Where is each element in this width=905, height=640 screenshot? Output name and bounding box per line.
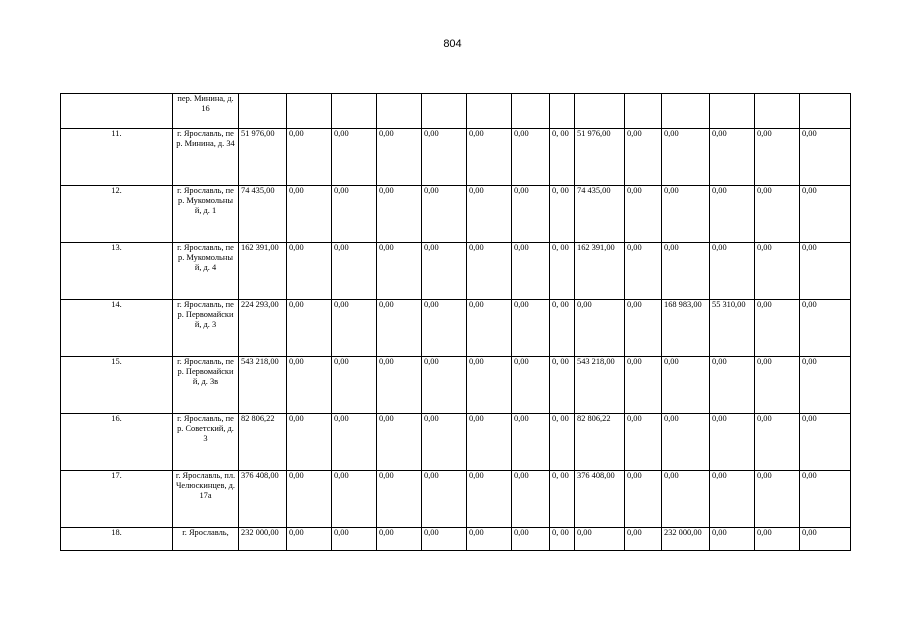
- value-cell: 74 435,00: [575, 186, 625, 243]
- value-cell: 376 408,00: [239, 471, 287, 528]
- value-cell: 0,00: [625, 357, 662, 414]
- value-cell: 0,00: [377, 357, 422, 414]
- value-cell: 0,00: [332, 300, 377, 357]
- address-cell: г. Ярославль, пер. Мукомольный, д. 4: [173, 243, 239, 300]
- value-cell: 0,00: [377, 414, 422, 471]
- value-cell: 0,00: [800, 300, 851, 357]
- value-cell: 0,00: [710, 129, 755, 186]
- value-cell: 0,00: [512, 186, 550, 243]
- value-cell: 0,00: [755, 186, 800, 243]
- table-row: [61, 186, 851, 243]
- value-cell: 0,00: [800, 186, 851, 243]
- value-cell: [800, 94, 851, 129]
- value-cell: 0,00: [625, 186, 662, 243]
- value-cell: [377, 94, 422, 129]
- value-cell: 82 806,22: [239, 414, 287, 471]
- value-cell: [422, 94, 467, 129]
- value-cell: 0,00: [377, 186, 422, 243]
- value-cell: 0,00: [710, 357, 755, 414]
- value-cell: 0,00: [710, 414, 755, 471]
- address-cell: г. Ярославль, пер. Советский, д. 3: [173, 414, 239, 471]
- value-cell: 0,00: [422, 471, 467, 528]
- value-cell: [332, 94, 377, 129]
- value-cell: [755, 94, 800, 129]
- value-cell: 0,00: [467, 471, 512, 528]
- value-cell: 0,00: [800, 243, 851, 300]
- row-number-cell: 17.: [61, 471, 173, 528]
- value-cell: [239, 94, 287, 129]
- value-cell: 74 435,00: [239, 186, 287, 243]
- address-cell: г. Ярославль, пер. Мукомольный, д. 1: [173, 186, 239, 243]
- value-cell: 0,00: [467, 528, 512, 551]
- table-row: [61, 471, 851, 528]
- value-cell: 82 806,22: [575, 414, 625, 471]
- table-row: [61, 414, 851, 471]
- value-cell: 0,00: [332, 186, 377, 243]
- value-cell: 0,00: [332, 528, 377, 551]
- table-row: [61, 243, 851, 300]
- row-number-cell: 12.: [61, 186, 173, 243]
- value-cell: 0,00: [332, 129, 377, 186]
- value-cell: 51 976,00: [575, 129, 625, 186]
- value-cell: 0,00: [662, 243, 710, 300]
- value-cell: 0, 00: [550, 357, 575, 414]
- value-cell: [710, 94, 755, 129]
- row-number-cell: 13.: [61, 243, 173, 300]
- address-cell: г. Ярославль, пер. Минина, д. 34: [173, 129, 239, 186]
- value-cell: 0,00: [332, 243, 377, 300]
- value-cell: 0,00: [755, 528, 800, 551]
- value-cell: 0,00: [467, 243, 512, 300]
- value-cell: 0,00: [755, 129, 800, 186]
- value-cell: [512, 94, 550, 129]
- value-cell: 0,00: [467, 129, 512, 186]
- value-cell: [625, 94, 662, 129]
- row-number-cell: 15.: [61, 357, 173, 414]
- row-number-cell: [61, 94, 173, 129]
- value-cell: 55 310,00: [710, 300, 755, 357]
- value-cell: 232 000,00: [662, 528, 710, 551]
- value-cell: 0,00: [377, 300, 422, 357]
- value-cell: 0,00: [512, 414, 550, 471]
- value-cell: 0,00: [625, 129, 662, 186]
- value-cell: 0,00: [377, 243, 422, 300]
- value-cell: 0,00: [625, 243, 662, 300]
- value-cell: 0,00: [755, 414, 800, 471]
- value-cell: 0,00: [422, 357, 467, 414]
- table-row: [61, 528, 851, 551]
- address-cell: г. Ярославль,: [173, 528, 239, 551]
- value-cell: [467, 94, 512, 129]
- value-cell: 0,00: [512, 300, 550, 357]
- value-cell: 0,00: [287, 528, 332, 551]
- value-cell: 0,00: [287, 300, 332, 357]
- value-cell: 0,00: [710, 243, 755, 300]
- value-cell: 162 391,00: [239, 243, 287, 300]
- value-cell: 0,00: [512, 129, 550, 186]
- value-cell: 0,00: [287, 471, 332, 528]
- table-row: [61, 94, 851, 129]
- value-cell: 0,00: [575, 528, 625, 551]
- table-row: [61, 357, 851, 414]
- value-cell: 0,00: [422, 129, 467, 186]
- value-cell: 0,00: [332, 357, 377, 414]
- value-cell: 0,00: [512, 471, 550, 528]
- value-cell: 0,00: [662, 129, 710, 186]
- value-cell: 0, 00: [550, 300, 575, 357]
- value-cell: 0,00: [422, 243, 467, 300]
- value-cell: 0,00: [422, 414, 467, 471]
- value-cell: 0,00: [755, 243, 800, 300]
- value-cell: 0, 00: [550, 186, 575, 243]
- table-row: [61, 300, 851, 357]
- address-cell: пер. Минина, д. 16: [173, 94, 239, 129]
- value-cell: 0,00: [287, 357, 332, 414]
- value-cell: 0,00: [662, 471, 710, 528]
- value-cell: 0,00: [800, 528, 851, 551]
- row-number-cell: 18.: [61, 528, 173, 551]
- value-cell: 0,00: [625, 471, 662, 528]
- value-cell: 224 293,00: [239, 300, 287, 357]
- value-cell: 232 000,00: [239, 528, 287, 551]
- value-cell: 0,00: [512, 528, 550, 551]
- value-cell: 0,00: [467, 414, 512, 471]
- value-cell: 168 983,00: [662, 300, 710, 357]
- value-cell: 0,00: [625, 300, 662, 357]
- value-cell: 0,00: [287, 129, 332, 186]
- value-cell: 0,00: [467, 186, 512, 243]
- value-cell: 0,00: [467, 357, 512, 414]
- value-cell: 0,00: [800, 471, 851, 528]
- value-cell: 0,00: [662, 414, 710, 471]
- value-cell: 0, 00: [550, 243, 575, 300]
- value-cell: 0,00: [287, 243, 332, 300]
- value-cell: 0, 00: [550, 528, 575, 551]
- value-cell: 543 218,00: [239, 357, 287, 414]
- value-cell: [575, 94, 625, 129]
- address-cell: г. Ярославль, пер. Первомайский, д. 3в: [173, 357, 239, 414]
- value-cell: [662, 94, 710, 129]
- value-cell: [287, 94, 332, 129]
- value-cell: 0,00: [377, 528, 422, 551]
- value-cell: 0,00: [800, 129, 851, 186]
- address-cell: г. Ярославль, пл. Челюскинцев, д. 17а: [173, 471, 239, 528]
- value-cell: 0,00: [662, 357, 710, 414]
- row-number-cell: 16.: [61, 414, 173, 471]
- page-number: 804: [443, 38, 462, 50]
- value-cell: 543 218,00: [575, 357, 625, 414]
- value-cell: 0,00: [377, 471, 422, 528]
- value-cell: 0,00: [512, 357, 550, 414]
- value-cell: 0,00: [332, 414, 377, 471]
- value-cell: 0,00: [625, 414, 662, 471]
- table-row: [61, 129, 851, 186]
- value-cell: [550, 94, 575, 129]
- value-cell: 0, 00: [550, 414, 575, 471]
- value-cell: 0,00: [755, 357, 800, 414]
- value-cell: 0,00: [755, 471, 800, 528]
- value-cell: 0,00: [287, 414, 332, 471]
- value-cell: 0,00: [377, 129, 422, 186]
- value-cell: 0, 00: [550, 471, 575, 528]
- value-cell: 0,00: [800, 357, 851, 414]
- value-cell: 162 391,00: [575, 243, 625, 300]
- table-body: [61, 94, 851, 551]
- value-cell: 51 976,00: [239, 129, 287, 186]
- value-cell: 0,00: [422, 300, 467, 357]
- value-cell: 0,00: [625, 528, 662, 551]
- value-cell: 0,00: [512, 243, 550, 300]
- value-cell: 0,00: [755, 300, 800, 357]
- value-cell: 0,00: [467, 300, 512, 357]
- data-table: [60, 93, 851, 551]
- value-cell: 0,00: [710, 471, 755, 528]
- value-cell: 0,00: [422, 186, 467, 243]
- value-cell: 0,00: [710, 186, 755, 243]
- value-cell: 0,00: [800, 414, 851, 471]
- value-cell: 0,00: [332, 471, 377, 528]
- value-cell: 0,00: [662, 186, 710, 243]
- address-cell: г. Ярославль, пер. Первомайский, д. 3: [173, 300, 239, 357]
- value-cell: 0,00: [287, 186, 332, 243]
- row-number-cell: 14.: [61, 300, 173, 357]
- value-cell: 0,00: [710, 528, 755, 551]
- row-number-cell: 11.: [61, 129, 173, 186]
- value-cell: 376 408,00: [575, 471, 625, 528]
- value-cell: 0, 00: [550, 129, 575, 186]
- value-cell: 0,00: [422, 528, 467, 551]
- value-cell: 0,00: [575, 300, 625, 357]
